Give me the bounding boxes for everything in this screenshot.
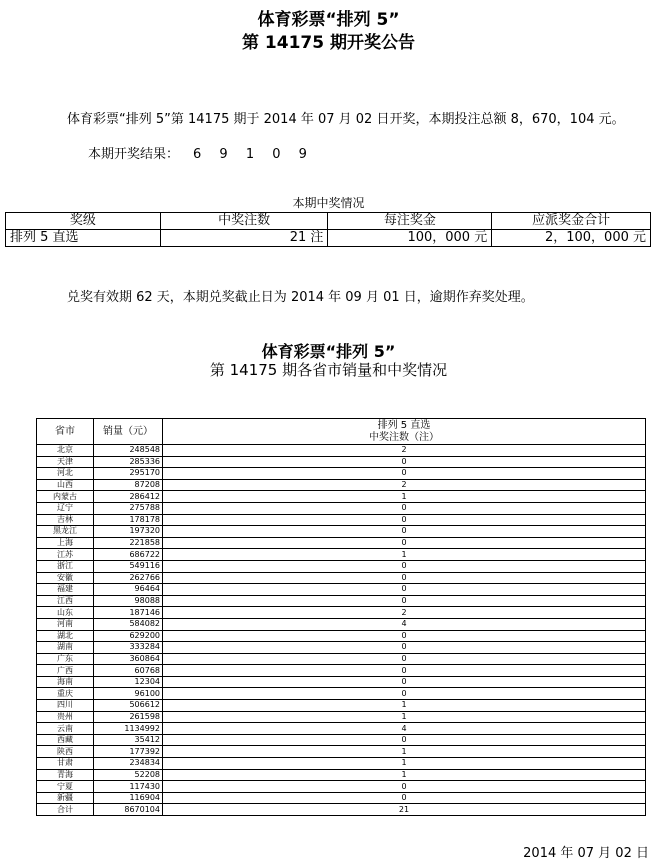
- province-table: [36, 418, 646, 816]
- draw-result-numbers: 6 9 1 0 9: [193, 147, 314, 162]
- province-cell: 浙江: [37, 560, 94, 572]
- province-cell: 黑龙江: [37, 526, 94, 538]
- winners-cell: 0: [163, 653, 646, 665]
- table-row: [37, 549, 646, 561]
- table-row: [37, 676, 646, 688]
- winners-cell: 0: [163, 514, 646, 526]
- sales-cell: 262766: [94, 572, 163, 584]
- winners-cell: 1: [163, 711, 646, 723]
- sales-cell: 360864: [94, 653, 163, 665]
- winners-header-line1: 排列 5 直选: [377, 419, 431, 431]
- sales-cell: 35412: [94, 734, 163, 746]
- province-cell: 宁夏: [37, 781, 94, 793]
- province-cell: 云南: [37, 723, 94, 735]
- sales-cell: 116904: [94, 792, 163, 804]
- table-row: [37, 491, 646, 503]
- winners-cell: 0: [163, 456, 646, 468]
- winners-header: [163, 419, 646, 445]
- table-row: [37, 456, 646, 468]
- sales-cell: 584082: [94, 618, 163, 630]
- table-row: [37, 665, 646, 677]
- winners-cell: 0: [163, 734, 646, 746]
- province-cell: 山东: [37, 607, 94, 619]
- sales-cell: 8670104: [94, 804, 163, 816]
- winners-cell: 0: [163, 502, 646, 514]
- table-row: [37, 769, 646, 781]
- sales-cell: 234834: [94, 758, 163, 770]
- sales-cell: 549116: [94, 560, 163, 572]
- announcement-title: 体育彩票“排列 5”: [257, 10, 400, 30]
- province-cell: 海南: [37, 676, 94, 688]
- sales-cell: 629200: [94, 630, 163, 642]
- province-cell: 贵州: [37, 711, 94, 723]
- winners-cell: 1: [163, 700, 646, 712]
- winners-cell: 1: [163, 491, 646, 503]
- winners-cell: 0: [163, 688, 646, 700]
- table-row: [37, 584, 646, 596]
- table-row: [37, 607, 646, 619]
- province-cell: 辽宁: [37, 502, 94, 514]
- prize-header-total: 应派奖金合计: [492, 213, 651, 230]
- winners-cell: 0: [163, 526, 646, 538]
- table-row: [37, 792, 646, 804]
- table-row: [37, 711, 646, 723]
- table-row: [37, 445, 646, 457]
- sales-cell: 506612: [94, 700, 163, 712]
- province-table-header: [37, 419, 646, 445]
- sales-cell: 52208: [94, 769, 163, 781]
- winners-cell: 21: [163, 804, 646, 816]
- province-cell: 安徽: [37, 572, 94, 584]
- announcement-subtitle: 第 14175 期开奖公告: [242, 33, 415, 53]
- summary-paragraph: 体育彩票“排列 5”第 14175 期于 2014 年 07 月 02 日开奖，本期投注总额 8，670，104 元。: [67, 112, 625, 127]
- province-cell: 新疆: [37, 792, 94, 804]
- sales-cell: 275788: [94, 502, 163, 514]
- sales-cell: 333284: [94, 642, 163, 654]
- sales-cell: 221858: [94, 537, 163, 549]
- table-row: [37, 700, 646, 712]
- table-row: [37, 468, 646, 480]
- sales-cell: 178178: [94, 514, 163, 526]
- winners-cell: 0: [163, 595, 646, 607]
- province-cell: 湖南: [37, 642, 94, 654]
- province-cell: 天津: [37, 456, 94, 468]
- table-row: [37, 537, 646, 549]
- winners-cell: 1: [163, 758, 646, 770]
- table-row: [37, 653, 646, 665]
- province-cell: 湖北: [37, 630, 94, 642]
- winners-cell: 0: [163, 572, 646, 584]
- province-cell: 上海: [37, 537, 94, 549]
- prize-header-each: 每注奖金: [328, 213, 492, 230]
- table-row: [37, 688, 646, 700]
- sales-cell: 96100: [94, 688, 163, 700]
- winners-cell: 0: [163, 560, 646, 572]
- province-cell: 陕西: [37, 746, 94, 758]
- prize-level: 排列 5 直选: [6, 230, 161, 247]
- province-cell: 北京: [37, 445, 94, 457]
- table-row: [37, 781, 646, 793]
- sales-cell: 286412: [94, 491, 163, 503]
- draw-result: [88, 143, 314, 162]
- sales-cell: 177392: [94, 746, 163, 758]
- prize-header-level: 奖级: [6, 213, 161, 230]
- sales-cell: 187146: [94, 607, 163, 619]
- sales-cell: 87208: [94, 479, 163, 491]
- prize-table-caption: 本期中奖情况: [292, 196, 365, 210]
- province-section-subtitle: 第 14175 期各省市销量和中奖情况: [209, 361, 448, 379]
- table-row: [37, 595, 646, 607]
- province-cell: 内蒙古: [37, 491, 94, 503]
- sales-cell: 686722: [94, 549, 163, 561]
- table-row: [37, 723, 646, 735]
- prize-table: [5, 212, 651, 247]
- province-cell: 重庆: [37, 688, 94, 700]
- winners-cell: 0: [163, 665, 646, 677]
- province-cell: 吉林: [37, 514, 94, 526]
- winners-cell: 2: [163, 607, 646, 619]
- sales-cell: 295170: [94, 468, 163, 480]
- table-row: [37, 572, 646, 584]
- winners-cell: 4: [163, 723, 646, 735]
- prize-count: 21 注: [160, 230, 328, 247]
- table-row: [37, 514, 646, 526]
- sales-cell: 98088: [94, 595, 163, 607]
- table-row: [37, 526, 646, 538]
- winners-cell: 2: [163, 445, 646, 457]
- prize-total: 2，100，000 元: [492, 230, 651, 247]
- table-row: [37, 560, 646, 572]
- province-cell: 西藏: [37, 734, 94, 746]
- winners-cell: 0: [163, 676, 646, 688]
- province-cell: 甘肃: [37, 758, 94, 770]
- footer-date: 2014 年 07 月 02 日: [523, 846, 649, 861]
- prize-table-header: [6, 213, 651, 230]
- sales-cell: 96464: [94, 584, 163, 596]
- sales-cell: 261598: [94, 711, 163, 723]
- sales-cell: 197320: [94, 526, 163, 538]
- sales-cell: 117430: [94, 781, 163, 793]
- winners-cell: 1: [163, 769, 646, 781]
- winners-cell: 0: [163, 642, 646, 654]
- province-cell: 江苏: [37, 549, 94, 561]
- winners-cell: 0: [163, 468, 646, 480]
- table-row: [37, 642, 646, 654]
- province-cell: 福建: [37, 584, 94, 596]
- province-cell: 广东: [37, 653, 94, 665]
- table-row: [37, 502, 646, 514]
- winners-cell: 4: [163, 618, 646, 630]
- province-section-title: 体育彩票“排列 5”: [261, 342, 396, 361]
- prize-each: 100，000 元: [328, 230, 492, 247]
- sales-cell: 12304: [94, 676, 163, 688]
- province-cell: 江西: [37, 595, 94, 607]
- sales-cell: 60768: [94, 665, 163, 677]
- table-row: [37, 618, 646, 630]
- province-cell: 广西: [37, 665, 94, 677]
- table-row: [37, 746, 646, 758]
- winners-cell: 0: [163, 537, 646, 549]
- sales-cell: 1134992: [94, 723, 163, 735]
- province-cell: 河南: [37, 618, 94, 630]
- province-cell: 青海: [37, 769, 94, 781]
- province-cell: 河北: [37, 468, 94, 480]
- validity-paragraph: 兑奖有效期 62 天，本期兑奖截止日为 2014 年 09 月 01 日，逾期作弃奖处理。: [67, 290, 534, 305]
- winners-cell: 1: [163, 549, 646, 561]
- sales-cell: 248548: [94, 445, 163, 457]
- winners-cell: 0: [163, 781, 646, 793]
- table-row: [37, 804, 646, 816]
- province-cell: 四川: [37, 700, 94, 712]
- province-header: 省市: [37, 419, 94, 445]
- winners-cell: 0: [163, 792, 646, 804]
- province-cell: 山西: [37, 479, 94, 491]
- prize-table-row: [6, 230, 651, 247]
- table-row: [37, 758, 646, 770]
- table-row: [37, 479, 646, 491]
- winners-cell: 1: [163, 746, 646, 758]
- table-row: [37, 734, 646, 746]
- sales-cell: 285336: [94, 456, 163, 468]
- sales-header: 销量（元）: [94, 419, 163, 445]
- draw-result-label: 本期开奖结果：: [88, 147, 180, 162]
- winners-cell: 2: [163, 479, 646, 491]
- prize-header-count: 中奖注数: [160, 213, 328, 230]
- winners-cell: 0: [163, 584, 646, 596]
- province-cell: 合计: [37, 804, 94, 816]
- winners-header-line2: 中奖注数（注）: [369, 431, 439, 443]
- table-row: [37, 630, 646, 642]
- winners-cell: 0: [163, 630, 646, 642]
